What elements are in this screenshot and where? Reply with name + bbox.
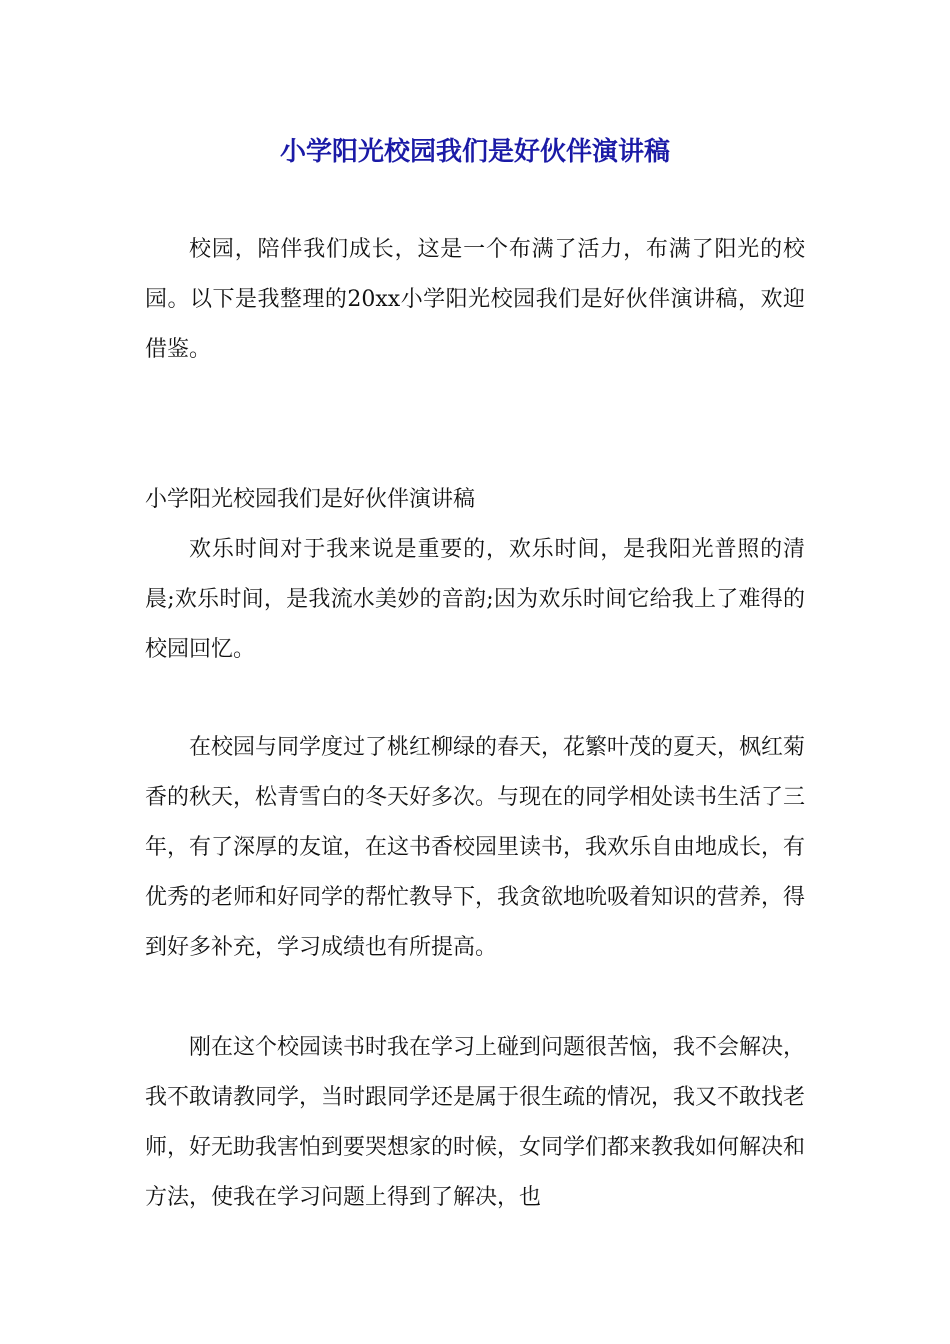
body-paragraph: 在校园与同学度过了桃红柳绿的春天，花繁叶茂的夏天，枫红菊香的秋天，松青雪白的冬天好多次。与现在的同学相处读书生活了三年，有了深厚的友谊，在这书香校园里读书，我欢乐自由地成长，有优秀的老师和好同学的帮忙教导下，我贪欲地吮吸着知识的营养，得到好多补充，学习成绩也有所提高。 — [145, 735, 806, 960]
document-title: 小学阳光校园我们是好伙伴演讲稿 — [279, 137, 670, 167]
body-paragraph: 欢乐时间对于我来说是重要的，欢乐时间，是我阳光普照的清晨;欢乐时间，是我流水美妙的音韵;因为欢乐时间它给我上了难得的校园回忆。 — [145, 537, 805, 662]
intro-paragraph: 校园，陪伴我们成长，这是一个布满了活力，布满了阳光的校园。以下是我整理的20xx小学阳光校园我们是好伙伴演讲稿，欢迎借鉴。 — [145, 237, 805, 362]
body-paragraph: 刚在这个校园读书时我在学习上碰到问题很苦恼，我不会解决，我不敢请教同学，当时跟同学还是属于很生疏的情况，我又不敢找老师，好无助我害怕到要哭想家的时候，女同学们都来教我如何解决和方法，使我在学习问题上得到了解决，也 — [145, 1035, 806, 1210]
section-heading: 小学阳光校园我们是好伙伴演讲稿 — [145, 487, 476, 512]
